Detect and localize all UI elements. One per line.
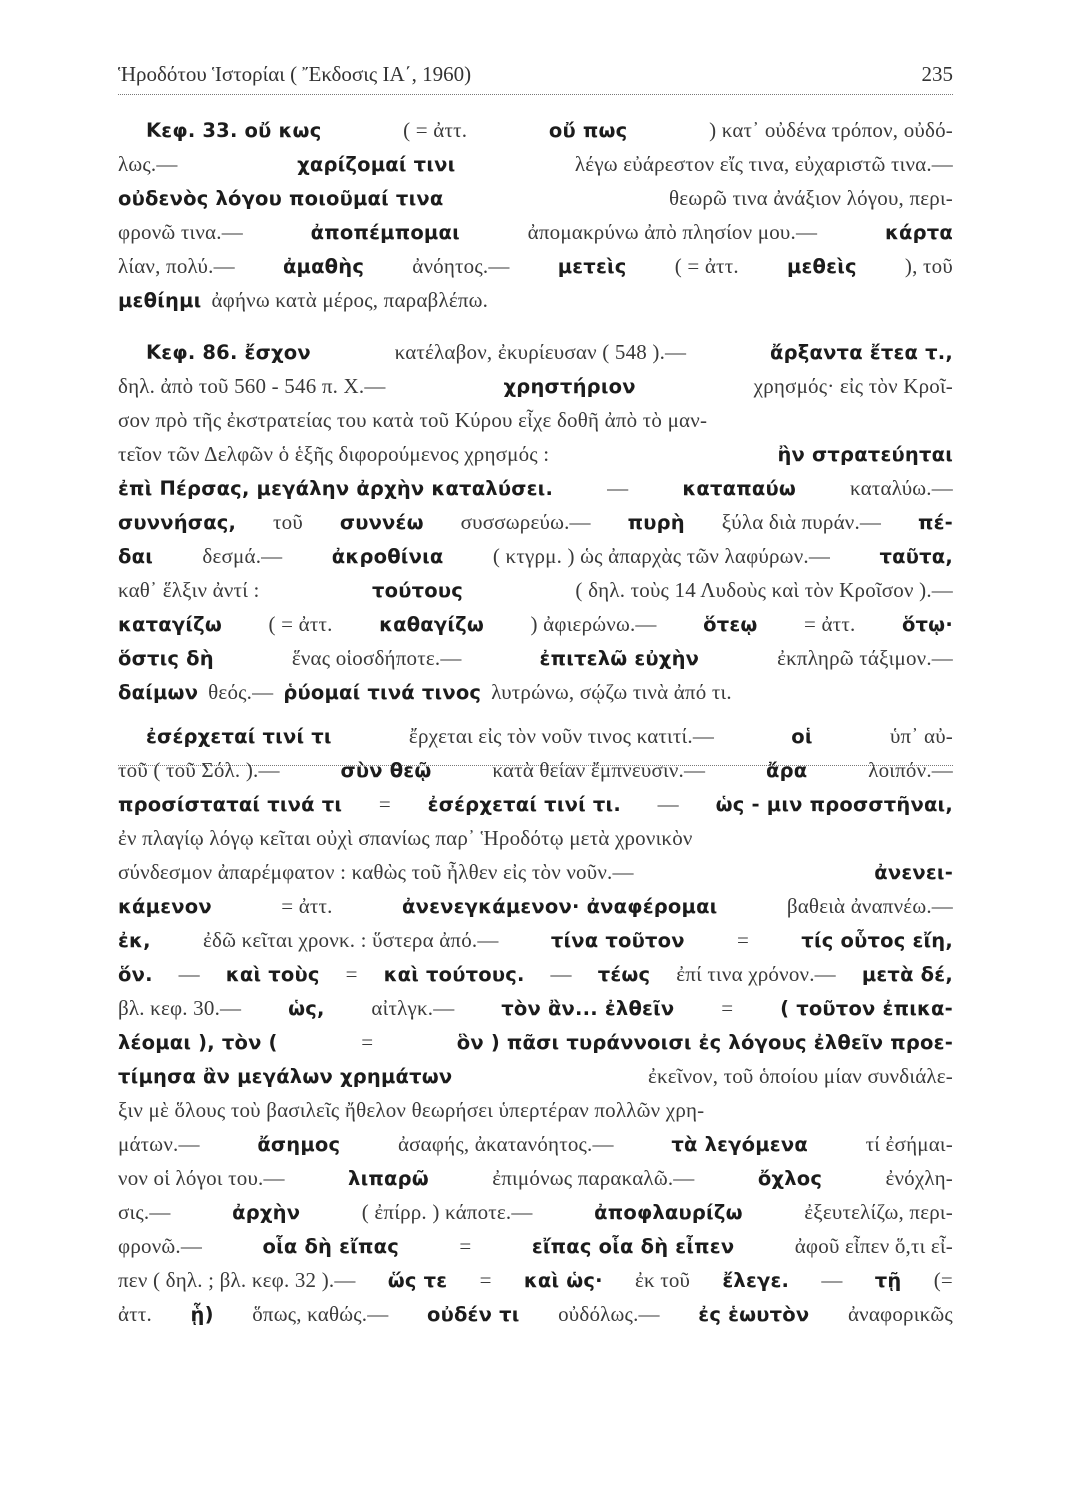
- lemma-term: ἐσέρχεταί τινί τι.: [427, 793, 621, 816]
- gloss-text: ἐν πλαγίῳ λόγῳ κεῖται οὐχὶ σπανίως παρ᾽ Ἡροδότῳ μετὰ χρονικὸν: [118, 826, 693, 850]
- gloss-text: —: [821, 1268, 843, 1292]
- gloss-text: =: [378, 792, 391, 816]
- gloss-text: χρησμός· εἰς τὸν Κροῖ-: [753, 374, 953, 398]
- text-line: [118, 152, 953, 186]
- gloss-text: ( κτγρμ. ) ὡς ἀπαρχὰς τῶν λαφύρων.—: [492, 544, 831, 568]
- gloss-text: θεωρῶ τινα ἀνάξιον λόγου, περι-: [669, 186, 953, 210]
- running-header: [118, 62, 953, 87]
- text-line: [118, 1064, 953, 1098]
- text-line: [118, 118, 953, 152]
- gloss-text: οὐδόλως.—: [558, 1302, 660, 1326]
- gloss-text: φρονῶ.—: [118, 1234, 203, 1258]
- gloss-text: λως.—: [118, 152, 178, 176]
- gloss-text: ἀφήνω κατὰ μέρος, παραβλέπω.: [211, 288, 489, 312]
- gloss-text: —: [178, 962, 200, 986]
- gloss-text: ἀνόητος.—: [412, 254, 510, 278]
- gloss-text: συσσωρεύω.—: [460, 510, 591, 534]
- gloss-text: ( = ἀττ.: [403, 118, 468, 142]
- text-line: [118, 340, 953, 374]
- gloss-text: ἀπομακρύνω ἀπὸ πλησίον μου.—: [527, 220, 818, 244]
- lemma-term: ὅν.: [118, 963, 153, 986]
- lemma-term: μετεὶς: [557, 255, 627, 278]
- lemma-term: οὐδενὸς λόγου ποιοῦμαί τινα: [118, 187, 444, 210]
- gloss-text: σις.—: [118, 1200, 171, 1224]
- lemma-term: ὄχλος: [757, 1167, 823, 1190]
- lemma-term: ὅστις δὴ: [118, 647, 214, 670]
- lemma-term: τούτους: [371, 579, 463, 602]
- gloss-text: ἐξευτελίζω, περι-: [804, 1200, 953, 1224]
- text-line: [118, 996, 953, 1030]
- gloss-text: =: [361, 1030, 374, 1054]
- text-line: [118, 408, 953, 442]
- gloss-text: ( = ἀττ.: [268, 612, 333, 636]
- gloss-text: λυτρώνω, σῴζω τινὰ ἀπό τι.: [491, 680, 732, 704]
- gloss-text: ἀφοῦ εἶπεν ὅ,τι εἶ-: [794, 1234, 953, 1258]
- lemma-term: ἐκ,: [118, 929, 151, 952]
- lemma-term: ὥς τε: [387, 1269, 448, 1292]
- gloss-text: ( δηλ. τοὺς 14 Λυδοὺς καὶ τὸν Κροῖσον ).—: [575, 578, 953, 602]
- lemma-term: ῥύομαί τινά τινος: [283, 681, 482, 704]
- text-line: [118, 374, 953, 408]
- lemma-term: λέομαι ), τὸν (: [118, 1031, 278, 1054]
- text-line: [118, 1132, 953, 1166]
- gloss-text: ἐδῶ κεῖται χρονκ. : ὕστερα ἀπό.—: [202, 928, 499, 952]
- gloss-text: σύνδεσμον ἀπαρέμφατον : καθὼς τοῦ ἦλθεν εἰς τὸν νοῦν.—: [118, 860, 634, 884]
- text-line: [118, 1030, 953, 1064]
- lemma-term: πέ-: [918, 511, 953, 534]
- gloss-text: ἕνας οἱοσδήποτε.—: [291, 646, 462, 670]
- lemma-term: ἄρα: [766, 759, 808, 782]
- lemma-term: ἐς ἑωυτὸν: [698, 1303, 810, 1326]
- lemma-term: μεθεὶς: [786, 255, 857, 278]
- lemma-term: ἐπιτελῶ εὐχὴν: [539, 647, 700, 670]
- gloss-text: αἰτλγκ.—: [371, 996, 455, 1020]
- gloss-text: ὑπ᾽ αὐ-: [889, 724, 953, 748]
- lemma-term: ὡς - μιν προσστῆναι,: [715, 793, 953, 816]
- text-line: [118, 544, 953, 578]
- lemma-term: ὡς,: [288, 997, 325, 1020]
- lemma-term: χρηστήριον: [503, 375, 636, 398]
- lemma-term: δαίμων: [118, 681, 199, 704]
- text-line: [118, 962, 953, 996]
- lemma-term: προσίσταταί τινά τι: [118, 793, 343, 816]
- gloss-text: ἐπιμόνως παρακαλῶ.—: [492, 1166, 695, 1190]
- gloss-text: =: [459, 1234, 472, 1258]
- lemma-term: τίς οὗτος εἴη,: [801, 929, 953, 952]
- gloss-text: ), τοῦ: [904, 254, 953, 278]
- lemma-term: ὅτῳ·: [901, 613, 953, 636]
- gloss-text: λέγω εὐάρεστον εἴς τινα, εὐχαριστῶ τινα.—: [574, 152, 953, 176]
- text-line: [118, 254, 953, 288]
- lemma-term: ἀνενεγκάμενον· ἀναφέρομαι: [402, 895, 718, 918]
- gloss-text: θεός.—: [208, 680, 274, 704]
- lemma-term: ἄσημος: [257, 1133, 341, 1156]
- lemma-term: τῇ: [874, 1269, 902, 1292]
- gloss-text: ἐκ τοῦ: [634, 1268, 691, 1292]
- text-line: [118, 612, 953, 646]
- text-line: [118, 860, 953, 894]
- gloss-text: ἀσαφής, ἀκατανόητος.—: [397, 1132, 614, 1156]
- text-line: [118, 826, 953, 860]
- gloss-text: πεν ( δηλ. ; βλ. κεφ. 32 ).—: [118, 1268, 356, 1292]
- text-line: [118, 1200, 953, 1234]
- gloss-text: καθ᾽ ἕλξιν ἀντί :: [118, 578, 260, 602]
- gloss-text: βαθειὰ ἀναπνέω.—: [786, 894, 953, 918]
- lemma-term: οὐδέν τι: [426, 1303, 520, 1326]
- lemma-term: ἀποπέμπομαι: [310, 221, 460, 244]
- lemma-term: ὅτεῳ: [703, 613, 758, 636]
- lemma-term: ἢν στρατεύηται: [777, 443, 953, 466]
- lemma-term: κάρτα: [884, 221, 953, 244]
- lemma-term: ἐσέρχεταί τινί τι: [146, 725, 332, 748]
- gloss-text: καταλύω.—: [850, 476, 953, 500]
- gloss-text: (=: [933, 1268, 953, 1292]
- gloss-text: μάτων.—: [118, 1132, 200, 1156]
- lemma-term: Κεφ. 86. ἔσχον: [146, 341, 311, 364]
- lemma-term: τίνα τοῦτον: [550, 929, 685, 952]
- gloss-text: =: [736, 928, 750, 952]
- text-line: [118, 476, 953, 510]
- lemma-term: χαρίζομαί τινι: [297, 153, 456, 176]
- text-line: [118, 894, 953, 928]
- gloss-text: ἀναφορικῶς: [847, 1302, 953, 1326]
- text-line: [118, 680, 953, 714]
- gloss-text: ξιν μὲ ὅλους τοὺ βασιλεῖς ἤθελον θεωρήσει ὑπερτέραν πολλῶν χρη-: [118, 1098, 705, 1122]
- gloss-text: δηλ. ἀπὸ τοῦ 560 - 546 π. Χ.—: [118, 374, 386, 398]
- lemma-term: ἐπὶ Πέρσας, μεγάλην ἀρχὴν καταλύσει.: [118, 477, 554, 500]
- gloss-text: ἐκεῖνον, τοῦ ὁποίου μίαν συνδιάλε-: [647, 1064, 953, 1088]
- lemma-term: ταῦτα,: [879, 545, 953, 568]
- lemma-term: τίμησα ἂν μεγάλων χρημάτων: [118, 1065, 453, 1088]
- gloss-text: βλ. κεφ. 30.—: [118, 996, 242, 1020]
- text-line: [118, 792, 953, 826]
- text-line: [118, 578, 953, 612]
- gloss-text: κατὰ θείαν ἔμπνευσιν.—: [492, 758, 706, 782]
- lemma-term: ἄρξαντα ἔτεα τ.,: [770, 341, 953, 364]
- lemma-term: συννήσας,: [118, 511, 237, 534]
- page-number: 235: [921, 62, 953, 86]
- lemma-term: καὶ ὡς·: [523, 1269, 603, 1292]
- text-line: [118, 220, 953, 254]
- lemma-term: κάμενον: [118, 895, 212, 918]
- gloss-text: τεῖον τῶν Δελφῶν ὁ ἑξῆς διφορούμενος χρησμός :: [118, 442, 550, 466]
- lemma-term: οἱ: [791, 725, 813, 748]
- lemma-term: οὔ πως: [548, 119, 628, 142]
- gloss-text: ἔρχεται εἰς τὸν νοῦν τινος κατιτί.—: [408, 724, 715, 748]
- gloss-text: ἐνόχλη-: [885, 1166, 953, 1190]
- gloss-text: τοῦ: [273, 510, 303, 534]
- gloss-text: δεσμά.—: [202, 544, 283, 568]
- lemma-term: ἀρχὴν: [232, 1201, 301, 1224]
- text-line: [118, 928, 953, 962]
- lemma-term: ᾗ): [190, 1303, 214, 1326]
- lemma-term: Κεφ. 33. οὔ κως: [146, 119, 322, 142]
- lemma-term: ἀνενει-: [874, 861, 953, 884]
- lemma-term: σὺν θεῷ: [340, 759, 432, 782]
- header-divider: [118, 94, 953, 95]
- text-line: [118, 186, 953, 220]
- gloss-text: ἀττ.: [118, 1302, 152, 1326]
- gloss-text: λοιπόν.—: [868, 758, 953, 782]
- text-line: [118, 1268, 953, 1302]
- lemma-term: καταγίζω: [118, 613, 223, 636]
- lemma-term: ἀκροθίνια: [331, 545, 444, 568]
- lemma-term: ὃν ) πᾶσι τυράννοισι ἐς λόγους ἐλθεῖν προε-: [456, 1031, 953, 1054]
- text-line: [118, 510, 953, 544]
- header-title: Ἡροδότου Ἱστορίαι ( Ἔκδοσις ΙΑ΄, 1960): [118, 62, 472, 86]
- gloss-text: σον πρὸ τῆς ἐκστρατείας του κατὰ τοῦ Κύρου εἶχε δοθῆ ἀπὸ τὸ μαν-: [118, 408, 708, 432]
- gloss-text: ἐκπληρῶ τάξιμον.—: [777, 646, 953, 670]
- lemma-term: ἀμαθὴς: [282, 255, 365, 278]
- gloss-text: —: [550, 962, 572, 986]
- gloss-text: ξύλα διὰ πυράν.—: [721, 510, 882, 534]
- gloss-text: νον οἱ λόγοι του.—: [118, 1166, 285, 1190]
- lemma-term: τὸν ἂν... ἐλθεῖν: [501, 997, 675, 1020]
- lemma-term: τὰ λεγόμενα: [671, 1133, 808, 1156]
- gloss-text: = ἀττ.: [281, 894, 333, 918]
- gloss-text: —: [657, 792, 679, 816]
- gloss-text: ) ἀφιερώνω.—: [530, 612, 657, 636]
- gloss-text: τοῦ ( τοῦ Σόλ. ).—: [118, 758, 280, 782]
- text-line: [118, 758, 953, 792]
- lemma-term: ἀποφλαυρίζω: [594, 1201, 743, 1224]
- text-line: [118, 1302, 953, 1336]
- lemma-term: καταπαύω: [682, 477, 796, 500]
- text-line: [118, 724, 953, 758]
- gloss-text: ) κατ᾽ οὐδένα τρόπον, οὐδό-: [709, 118, 953, 142]
- gloss-text: ὅπως, καθώς.—: [252, 1302, 389, 1326]
- text-line: [118, 1234, 953, 1268]
- lemma-term: καὶ τοὺς: [225, 963, 320, 986]
- text-line: [118, 1098, 953, 1132]
- lemma-term: λιπαρῶ: [348, 1167, 429, 1190]
- gloss-text: λίαν, πολύ.—: [118, 254, 235, 278]
- lemma-term: ἔλεγε.: [722, 1269, 790, 1292]
- gloss-text: κατέλαβον, ἐκυρίευσαν ( 548 ).—: [394, 340, 687, 364]
- lemma-term: οἷα δὴ εἴπας: [262, 1235, 399, 1258]
- lemma-term: εἴπας οἷα δὴ εἶπεν: [531, 1235, 735, 1258]
- gloss-text: =: [345, 962, 358, 986]
- gloss-text: ( ἐπίρρ. ) κάποτε.—: [361, 1200, 533, 1224]
- lemma-term: τέως: [597, 963, 651, 986]
- gloss-text: =: [479, 1268, 492, 1292]
- lemma-term: ( τοῦτον ἐπικα-: [780, 997, 953, 1020]
- gloss-text: —: [607, 476, 629, 500]
- lemma-term: δαι: [118, 545, 153, 568]
- gloss-text: =: [721, 996, 734, 1020]
- gloss-text: φρονῶ τινα.—: [118, 220, 243, 244]
- text-line: [118, 646, 953, 680]
- gloss-text: τί ἐσήμαι-: [865, 1132, 953, 1156]
- lemma-term: συννέω: [339, 511, 424, 534]
- text-line: [118, 442, 953, 476]
- lemma-term: μεθίημι: [118, 289, 202, 312]
- lemma-term: μετὰ δέ,: [861, 963, 953, 986]
- gloss-text: ἐπί τινα χρόνον.—: [676, 962, 836, 986]
- text-line: [118, 1166, 953, 1200]
- lemma-term: καθαγίζω: [379, 613, 485, 636]
- text-line: [118, 288, 953, 322]
- lemma-term: καὶ τούτους.: [383, 963, 525, 986]
- gloss-text: ( = ἀττ.: [674, 254, 739, 278]
- gloss-text: = ἀττ.: [804, 612, 856, 636]
- lemma-term: πυρὴ: [627, 511, 685, 534]
